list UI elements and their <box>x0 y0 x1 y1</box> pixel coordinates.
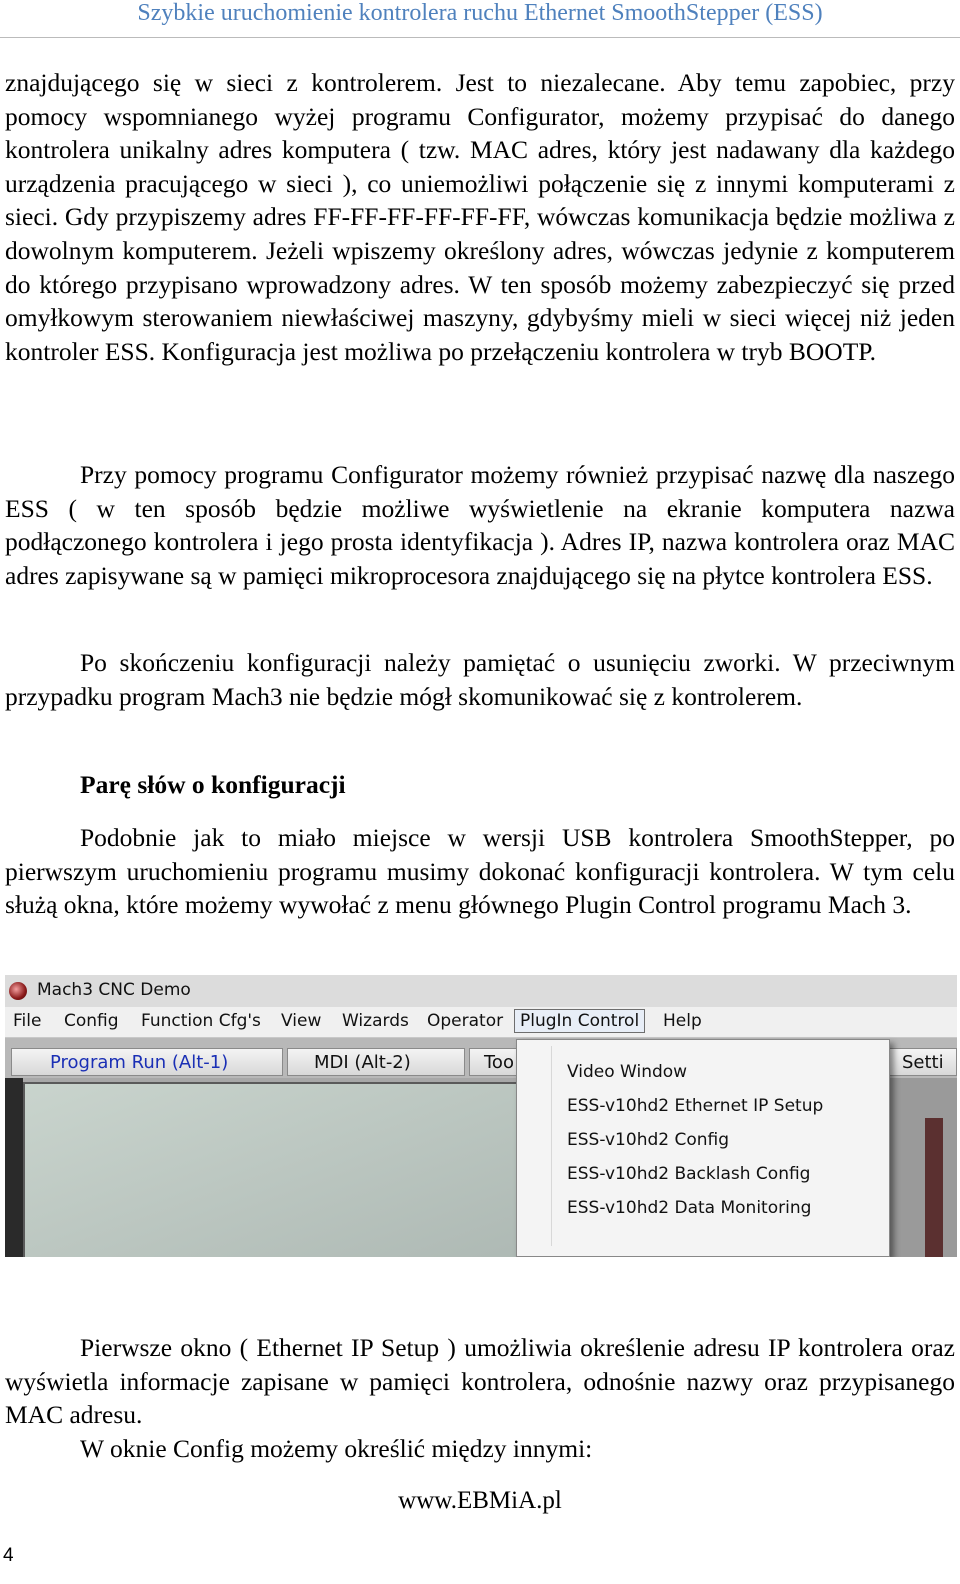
menu-function-cfgs[interactable]: Function Cfg's <box>141 1011 261 1031</box>
paragraph-configurator-name: Przy pomocy programu Configurator możemy również przypisać nazwę dla naszego ESS ( w ten sposób będzie możliwe wyświetlenie na ekranie komputera nazwa podłączonego kontrolera i jego prosta identyfikacja ). Adres IP, nazwa kontrolera oraz MAC adres zapisywane są w pamięci mikroprocesora znajdującego się na płytce kontrolera ESS. <box>5 460 955 590</box>
paragraph-ethernet-ip-setup: Pierwsze okno ( Ethernet IP Setup ) umożliwia określenie adresu IP kontrolera oraz wyświetla informacje zapisane w pamięci kontrolera, odnośnie nazwy oraz przypisanego MAC adresu. <box>5 1333 955 1430</box>
section-heading: Parę słów o konfiguracji <box>80 770 346 799</box>
dropdown-gutter <box>551 1046 552 1246</box>
left-panel-edge <box>5 1078 23 1257</box>
menu-help[interactable]: Help <box>663 1011 702 1031</box>
page-number: 4 <box>3 1545 14 1566</box>
menu-bar <box>5 1007 957 1038</box>
page-header: Szybkie uruchomienie kontrolera ruchu Ethernet SmoothStepper (ESS) <box>137 0 823 26</box>
tab-mdi[interactable]: MDI (Alt-2) <box>287 1048 465 1076</box>
paragraph-config-window: W oknie Config możemy określić między innymi: <box>80 1434 593 1463</box>
footer-website: www.EBMiA.pl <box>398 1487 562 1514</box>
header-divider <box>0 37 960 38</box>
menu-item-ethernet-ip-setup[interactable]: ESS-v10hd2 Ethernet IP Setup <box>567 1096 824 1116</box>
menu-plugin-control[interactable]: PlugIn Control <box>514 1009 645 1033</box>
right-panel-bar <box>925 1118 943 1257</box>
menu-item-data-monitoring[interactable]: ESS-v10hd2 Data Monitoring <box>567 1198 812 1218</box>
menu-item-backlash-config[interactable]: ESS-v10hd2 Backlash Config <box>567 1164 811 1184</box>
mach3-app-icon <box>9 982 27 1000</box>
window-title: Mach3 CNC Demo <box>37 980 191 1000</box>
paragraph-configuration-intro: Podobnie jak to miało miejsce w wersji USB kontrolera SmoothStepper, po pierwszym uruchomieniu programu musimy dokonać konfiguracji kontrolera. W tym celu służą okna, które możemy wywołać z menu głównego Plugin Control programu Mach 3. <box>5 823 955 920</box>
menu-config[interactable]: Config <box>64 1011 119 1031</box>
mach3-screenshot <box>5 975 957 1257</box>
tab-settings[interactable]: Setti <box>889 1048 957 1076</box>
tab-program-run[interactable]: Program Run (Alt-1) <box>11 1048 283 1076</box>
paragraph-mac-address: znajdującego się w sieci z kontrolerem. Jest to niezalecane. Aby temu zapobiec, przy pomocy wspomnianego wyżej programu Configurator, możemy przypisać do danego kontrolera unikalny adres komputera ( tzw. MAC adres, który jest nadawany dla każdego urządzenia pracującego w sieci ), co uniemożliwi połączenie się z innymi komputerami z sieci. Gdy przypiszemy adres FF-FF-FF-FF-FF-FF, wówczas komunikacja będzie możliwa z dowolnym komputerem. Jeżeli wpiszemy określony adres, wówczas jedynie z komputerem do którego przypisano wprowadzony adres. W ten sposób możemy zabezpieczyć się przed omyłkowym sterowaniem niewłaściwej maszyny, gdybyśmy mieli w sieci więcej niż jeden kontroler ESS. Konfiguracja jest możliwa po przełączeniu kontrolera w tryb BOOTP. <box>5 68 955 366</box>
menu-item-ess-config[interactable]: ESS-v10hd2 Config <box>567 1130 730 1150</box>
window-titlebar <box>5 975 957 1007</box>
gcode-display-panel <box>23 1082 527 1257</box>
menu-view[interactable]: View <box>281 1011 322 1031</box>
menu-wizards[interactable]: Wizards <box>342 1011 409 1031</box>
menu-item-video-window[interactable]: Video Window <box>567 1062 688 1082</box>
paragraph-remove-jumper: Po skończeniu konfiguracji należy pamiętać o usunięciu zworki. W przeciwnym przypadku program Mach3 nie będzie mógł skomunikować się z kontrolerem. <box>5 648 955 711</box>
menu-operator[interactable]: Operator <box>427 1011 504 1031</box>
tab-toolpath[interactable]: Too <box>469 1048 529 1076</box>
menu-file[interactable]: File <box>13 1011 42 1031</box>
plugin-control-dropdown <box>516 1039 890 1257</box>
